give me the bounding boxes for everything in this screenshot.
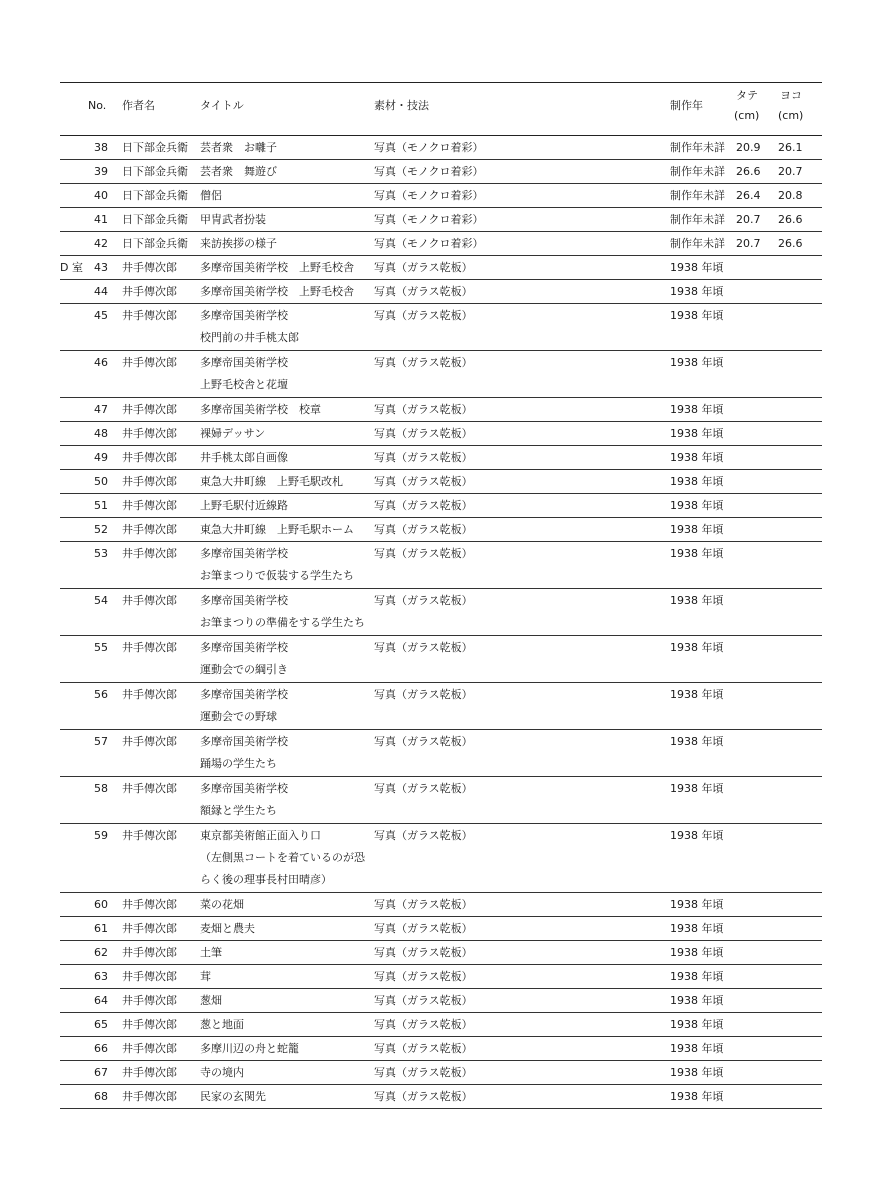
title-line: 多摩川辺の舟と蛇籠 (200, 1042, 299, 1055)
author-name: 井手傳次郎 (122, 261, 177, 274)
header-material: 素材・技法 (374, 99, 429, 112)
title-line: 多摩帝国美術学校 (200, 735, 288, 748)
production-year: 1938 年頃 (670, 1018, 724, 1031)
production-year: 1938 年頃 (670, 451, 724, 464)
artwork-title (200, 471, 343, 493)
item-number: 57 (94, 735, 108, 748)
production-year: 1938 年頃 (670, 547, 724, 560)
table-row (60, 1061, 822, 1085)
width-value: 20.8 (778, 189, 803, 202)
material-technique: 写真（ガラス乾板） (374, 970, 473, 983)
title-line: 多摩帝国美術学校 (200, 641, 288, 654)
author-name: 井手傳次郎 (122, 403, 177, 416)
artwork-title (200, 161, 277, 183)
material-technique: 写真（ガラス乾板） (374, 829, 473, 842)
table-row (60, 1085, 822, 1109)
author-name: 井手傳次郎 (122, 922, 177, 935)
title-line: 多摩帝国美術学校 (200, 594, 288, 607)
item-number: 66 (94, 1042, 108, 1055)
item-number: 67 (94, 1066, 108, 1079)
table-row (60, 824, 822, 893)
production-year: 1938 年頃 (670, 261, 724, 274)
title-line: （左側黒コートを着ているのが恐 (200, 851, 365, 864)
item-number: 53 (94, 547, 108, 560)
table-row (60, 232, 822, 256)
width-value: 26.6 (778, 213, 803, 226)
artwork-title (200, 590, 365, 634)
title-line: 多摩帝国美術学校 (200, 688, 288, 701)
title-line: 校門前の井手桃太郎 (200, 331, 299, 344)
author-name: 井手傳次郎 (122, 1042, 177, 1055)
title-line: 来訪挨拶の様子 (200, 237, 277, 250)
table-row (60, 893, 822, 917)
table-row (60, 398, 822, 422)
material-technique: 写真（ガラス乾板） (374, 641, 473, 654)
table-row (60, 422, 822, 446)
material-technique: 写真（ガラス乾板） (374, 735, 473, 748)
title-line: 多摩帝国美術学校 校章 (200, 403, 321, 416)
header-width-unit: (cm) (778, 109, 804, 122)
table-row (60, 136, 822, 160)
material-technique: 写真（ガラス乾板） (374, 994, 473, 1007)
title-line: 多摩帝国美術学校 (200, 356, 288, 369)
artwork-title (200, 447, 288, 469)
artwork-title (200, 423, 265, 445)
title-line: 井手桃太郎自画像 (200, 451, 288, 464)
item-number: 45 (94, 309, 108, 322)
material-technique: 写真（ガラス乾板） (374, 451, 473, 464)
production-year: 制作年未詳 (670, 237, 725, 250)
author-name: 井手傳次郎 (122, 688, 177, 701)
material-technique: 写真（ガラス乾板） (374, 1090, 473, 1103)
production-year: 1938 年頃 (670, 994, 724, 1007)
author-name: 井手傳次郎 (122, 547, 177, 560)
table-row (60, 589, 822, 636)
material-technique: 写真（ガラス乾板） (374, 594, 473, 607)
material-technique: 写真（モノクロ着彩） (374, 141, 484, 154)
item-number: 52 (94, 523, 108, 536)
artwork-title (200, 825, 365, 891)
table-row (60, 965, 822, 989)
table-row (60, 989, 822, 1013)
title-line: 上野毛駅付近線路 (200, 499, 288, 512)
table-row (60, 777, 822, 824)
author-name: 井手傳次郎 (122, 309, 177, 322)
artwork-title (200, 1038, 299, 1060)
material-technique: 写真（ガラス乾板） (374, 261, 473, 274)
title-line: 寺の境内 (200, 1066, 244, 1079)
material-technique: 写真（ガラス乾板） (374, 285, 473, 298)
table-row (60, 494, 822, 518)
item-number: 43 (94, 261, 108, 274)
item-number: 60 (94, 898, 108, 911)
item-number: 44 (94, 285, 108, 298)
table-row (60, 1013, 822, 1037)
item-number: 48 (94, 427, 108, 440)
production-year: 1938 年頃 (670, 782, 724, 795)
title-line: 葱と地面 (200, 1018, 244, 1031)
height-value: 20.7 (736, 213, 761, 226)
header-height-unit: (cm) (734, 109, 760, 122)
title-line: 運動会での綱引き (200, 663, 288, 676)
table-row (60, 917, 822, 941)
artwork-title (200, 185, 222, 207)
title-line: 芸者衆 お囃子 (200, 141, 277, 154)
title-line: 芸者衆 舞遊び (200, 165, 277, 178)
header-title: タイトル (200, 99, 244, 112)
material-technique: 写真（ガラス乾板） (374, 475, 473, 488)
production-year: 1938 年頃 (670, 1042, 724, 1055)
item-number: 47 (94, 403, 108, 416)
artwork-title (200, 1014, 244, 1036)
production-year: 1938 年頃 (670, 1090, 724, 1103)
title-line: 東急大井町線 上野毛駅ホーム (200, 523, 354, 536)
production-year: 制作年未詳 (670, 189, 725, 202)
item-number: 62 (94, 946, 108, 959)
author-name: 井手傳次郎 (122, 594, 177, 607)
title-line: 上野毛校舎と花壇 (200, 378, 288, 391)
table-row (60, 351, 822, 398)
material-technique: 写真（ガラス乾板） (374, 356, 473, 369)
production-year: 1938 年頃 (670, 688, 724, 701)
title-line: 多摩帝国美術学校 上野毛校舎 (200, 261, 354, 274)
title-line: 多摩帝国美術学校 (200, 547, 288, 560)
author-name: 日下部金兵衛 (122, 165, 188, 178)
table-row (60, 1037, 822, 1061)
title-line: 運動会での野球 (200, 710, 277, 723)
production-year: 1938 年頃 (670, 970, 724, 983)
artwork-title (200, 495, 288, 517)
material-technique: 写真（ガラス乾板） (374, 782, 473, 795)
title-line: 茸 (200, 970, 211, 983)
height-value: 20.7 (736, 237, 761, 250)
artwork-title (200, 281, 354, 303)
table-row (60, 280, 822, 304)
material-technique: 写真（ガラス乾板） (374, 922, 473, 935)
header-author: 作者名 (122, 99, 155, 112)
production-year: 1938 年頃 (670, 735, 724, 748)
table-row (60, 636, 822, 683)
width-value: 20.7 (778, 165, 803, 178)
material-technique: 写真（モノクロ着彩） (374, 165, 484, 178)
material-technique: 写真（ガラス乾板） (374, 499, 473, 512)
table-row (60, 470, 822, 494)
item-number: 65 (94, 1018, 108, 1031)
item-number: 40 (94, 189, 108, 202)
room-label: D 室 (60, 261, 83, 274)
production-year: 1938 年頃 (670, 309, 724, 322)
material-technique: 写真（ガラス乾板） (374, 946, 473, 959)
title-line: 裸婦デッサン (200, 427, 266, 440)
title-line: 民家の玄関先 (200, 1090, 266, 1103)
table-row (60, 160, 822, 184)
width-value: 26.6 (778, 237, 803, 250)
author-name: 井手傳次郎 (122, 970, 177, 983)
item-number: 54 (94, 594, 108, 607)
table-row (60, 542, 822, 589)
author-name: 井手傳次郎 (122, 782, 177, 795)
material-technique: 写真（モノクロ着彩） (374, 237, 484, 250)
title-line: 東京都美術館正面入り口 (200, 829, 321, 842)
title-line: 東急大井町線 上野毛駅改札 (200, 475, 343, 488)
item-number: 56 (94, 688, 108, 701)
table-row (60, 184, 822, 208)
author-name: 井手傳次郎 (122, 285, 177, 298)
material-technique: 写真（ガラス乾板） (374, 1042, 473, 1055)
material-technique: 写真（ガラス乾板） (374, 427, 473, 440)
title-line: 葱畑 (200, 994, 222, 1007)
artwork-title (200, 137, 277, 159)
author-name: 井手傳次郎 (122, 641, 177, 654)
table-row (60, 208, 822, 232)
title-line: 甲冑武者扮装 (200, 213, 266, 226)
table-row (60, 256, 822, 280)
author-name: 井手傳次郎 (122, 946, 177, 959)
production-year: 1938 年頃 (670, 427, 724, 440)
material-technique: 写真（ガラス乾板） (374, 403, 473, 416)
title-line: 多摩帝国美術学校 (200, 309, 288, 322)
author-name: 井手傳次郎 (122, 898, 177, 911)
author-name: 井手傳次郎 (122, 356, 177, 369)
artwork-title (200, 942, 222, 964)
production-year: 1938 年頃 (670, 898, 724, 911)
author-name: 井手傳次郎 (122, 427, 177, 440)
item-number: 64 (94, 994, 108, 1007)
author-name: 井手傳次郎 (122, 475, 177, 488)
material-technique: 写真（ガラス乾板） (374, 309, 473, 322)
title-line: お筆まつりで仮装する学生たち (200, 569, 354, 582)
author-name: 井手傳次郎 (122, 1090, 177, 1103)
artwork-title (200, 637, 288, 681)
title-line: 額縁と学生たち (200, 804, 277, 817)
author-name: 井手傳次郎 (122, 1066, 177, 1079)
artwork-title (200, 209, 266, 231)
table-row (60, 518, 822, 542)
artwork-title (200, 1086, 266, 1108)
table-body (60, 136, 822, 1109)
catalog-table (60, 82, 822, 1109)
title-line: 僧侶 (200, 189, 222, 202)
artwork-title (200, 1062, 244, 1084)
production-year: 制作年未詳 (670, 213, 725, 226)
item-number: 39 (94, 165, 108, 178)
table-row (60, 304, 822, 351)
artwork-title (200, 731, 288, 775)
production-year: 1938 年頃 (670, 829, 724, 842)
item-number: 55 (94, 641, 108, 654)
artwork-title (200, 894, 244, 916)
title-line: らく後の理事長村田晴彦） (200, 873, 332, 886)
artwork-title (200, 990, 222, 1012)
title-line: 菜の花畑 (200, 898, 244, 911)
production-year: 1938 年頃 (670, 641, 724, 654)
table-row (60, 730, 822, 777)
artwork-title (200, 918, 255, 940)
production-year: 1938 年頃 (670, 285, 724, 298)
artwork-title (200, 352, 288, 396)
production-year: 1938 年頃 (670, 594, 724, 607)
height-value: 20.9 (736, 141, 761, 154)
title-line: 多摩帝国美術学校 上野毛校舎 (200, 285, 354, 298)
artwork-title (200, 233, 277, 255)
item-number: 61 (94, 922, 108, 935)
item-number: 46 (94, 356, 108, 369)
author-name: 井手傳次郎 (122, 994, 177, 1007)
item-number: 58 (94, 782, 108, 795)
item-number: 63 (94, 970, 108, 983)
author-name: 井手傳次郎 (122, 523, 177, 536)
material-technique: 写真（ガラス乾板） (374, 523, 473, 536)
material-technique: 写真（ガラス乾板） (374, 1066, 473, 1079)
production-year: 制作年未詳 (670, 165, 725, 178)
artwork-title (200, 684, 288, 728)
table-header (60, 83, 822, 136)
title-line: 踊場の学生たち (200, 757, 277, 770)
table-row (60, 446, 822, 470)
artwork-title (200, 399, 321, 421)
author-name: 井手傳次郎 (122, 735, 177, 748)
item-number: 38 (94, 141, 108, 154)
header-no: No. (88, 99, 107, 112)
author-name: 井手傳次郎 (122, 829, 177, 842)
production-year: 1938 年頃 (670, 922, 724, 935)
item-number: 49 (94, 451, 108, 464)
production-year: 1938 年頃 (670, 1066, 724, 1079)
material-technique: 写真（モノクロ着彩） (374, 213, 484, 226)
material-technique: 写真（ガラス乾板） (374, 1018, 473, 1031)
item-number: 41 (94, 213, 108, 226)
artwork-title (200, 966, 211, 988)
author-name: 井手傳次郎 (122, 1018, 177, 1031)
artwork-title (200, 778, 288, 822)
author-name: 井手傳次郎 (122, 451, 177, 464)
item-number: 68 (94, 1090, 108, 1103)
production-year: 1938 年頃 (670, 499, 724, 512)
artwork-title (200, 257, 354, 279)
header-year: 制作年 (670, 99, 703, 112)
header-height: タテ (736, 89, 758, 102)
item-number: 50 (94, 475, 108, 488)
header-width: ヨコ (780, 89, 802, 102)
height-value: 26.4 (736, 189, 761, 202)
author-name: 井手傳次郎 (122, 499, 177, 512)
item-number: 42 (94, 237, 108, 250)
production-year: 1938 年頃 (670, 356, 724, 369)
material-technique: 写真（ガラス乾板） (374, 688, 473, 701)
author-name: 日下部金兵衛 (122, 189, 188, 202)
production-year: 1938 年頃 (670, 403, 724, 416)
material-technique: 写真（モノクロ着彩） (374, 189, 484, 202)
title-line: お筆まつりの準備をする学生たち (200, 616, 365, 629)
author-name: 日下部金兵衛 (122, 213, 188, 226)
item-number: 51 (94, 499, 108, 512)
title-line: 麦畑と農夫 (200, 922, 255, 935)
author-name: 日下部金兵衛 (122, 237, 188, 250)
artwork-title (200, 543, 354, 587)
material-technique: 写真（ガラス乾板） (374, 547, 473, 560)
artwork-title (200, 519, 354, 541)
title-line: 土筆 (200, 946, 222, 959)
table-row (60, 683, 822, 730)
title-line: 多摩帝国美術学校 (200, 782, 288, 795)
artwork-title (200, 305, 299, 349)
table-row (60, 941, 822, 965)
production-year: 1938 年頃 (670, 946, 724, 959)
production-year: 制作年未詳 (670, 141, 725, 154)
material-technique: 写真（ガラス乾板） (374, 898, 473, 911)
item-number: 59 (94, 829, 108, 842)
height-value: 26.6 (736, 165, 761, 178)
author-name: 日下部金兵衛 (122, 141, 188, 154)
production-year: 1938 年頃 (670, 475, 724, 488)
production-year: 1938 年頃 (670, 523, 724, 536)
width-value: 26.1 (778, 141, 803, 154)
